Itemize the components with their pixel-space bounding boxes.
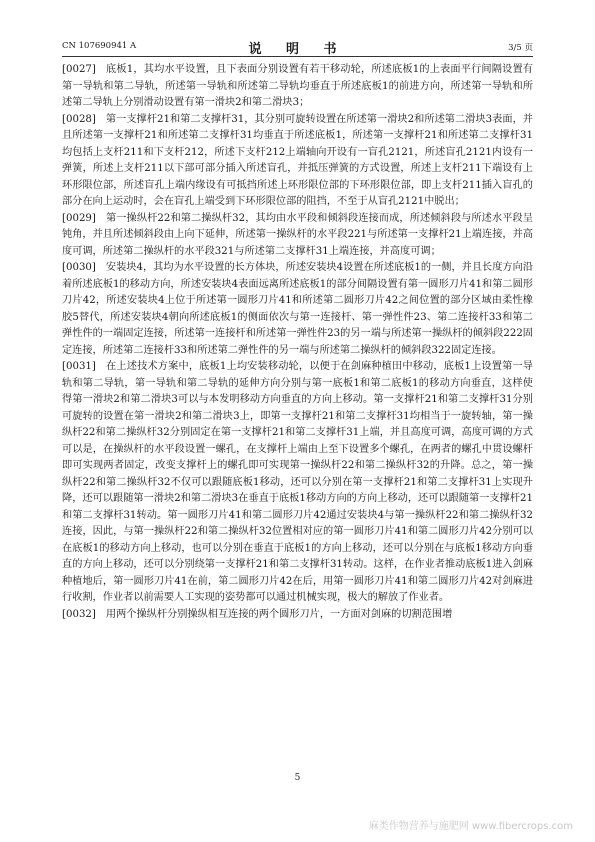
paragraph-0029	[62, 211, 533, 261]
paragraph-number: [0031]	[62, 361, 96, 372]
paragraph-text: 第一操纵杆22和第二操纵杆32，其均由水平段和倾斜段连接而成，所述倾斜段与所述水平段呈钝角，并且所述倾斜段由上向下延伸，所述第一操纵杆的水平段221与所述第一支撑杆21上端连接，并高度可调，所述第二操纵杆的水平段321与所述第二支撑杆31上端连接，并高度可调；	[62, 212, 533, 257]
paragraph-0028	[62, 112, 533, 211]
paragraph-text: 底板1，其均水平设置，且下表面分别设置有若干移动轮，所述底板1的上表面平行间隔设置有第一导轨和第二导轨，所述第一导轨和所述第二导轨均垂直于所述底板1的前进方向，所述第一导轨和所述第二导轨上分别滑动设置有第一滑块2和第二滑块3；	[62, 64, 533, 108]
paragraph-0027	[62, 62, 533, 112]
watermark: 麻类作物营养与施肥网 www.fibercrops.com	[368, 821, 573, 832]
paragraph-text: 在上述技术方案中，底板1上均安装移动轮，以便于在剑麻种植田中移动，底板1上设置第一导轨和第二导轨，第一导轨和第二导轨的延伸方向分别与第一底板1和第二底板1的移动方向垂直，这样使得第一滑块2和第二滑块3可以与本发明移动方向垂直的方向上移动。第一支撑杆21和第二支撑杆31分别可旋转的设置在第一滑块2和第二滑块3上，即第一支撑杆21和第二支撑杆31均相当于一旋转轴，第一操纵杆22和第二操纵杆32分别固定在第一支撑杆21和第二支撑杆31上端，并且高度可调，高度可调的方式可以是，在操纵杆的水平段设置一螺孔，在支撑杆上端由上至下设置多个螺孔，在两者的螺孔中贯设螺杆即可实现两者固定，改变支撑杆上的螺孔即可实现第一操纵杆22和第二操纵杆32的升降。总之，第一操纵杆22和第二操纵杆32不仅可以跟随底板1移动，还可以分别在第一支撑杆21和第二支撑杆31上实现升降，还可以跟随第一滑块2和第二滑块3在垂直于底板1移动方向的方向上移动，还可以跟随第一支撑杆21和第二支撑杆31转动。第一圆形刀片41和第二圆形刀片42通过安装块4与第一操纵杆22和第二操纵杆32连接，因此，与第一操纵杆22和第二操纵杆32位置相对应的第一圆形刀片41和第二圆形刀片42分别可以在底板1的移动方向上移动，也可以分别在垂直于底板1的方向上移动，还可以分别在与底板1移动方向垂直的方向上移动，还可以分别绕第一支撑杆21和第二支撑杆31转动。这样，在作业者推动底板1进入剑麻种植地后，第一圆形刀片41在前，第二圆形刀片42在后，用第一圆形刀片41和第二圆形刀片42对剑麻进行收割，作业者以前需要人工实现的姿势都可以通过机械实现，极大的解放了作业者。	[62, 361, 533, 603]
document-number: CN 107690941 A	[62, 41, 137, 51]
paragraph-number: [0027]	[62, 64, 96, 75]
page-number: 5	[294, 773, 301, 783]
paragraph-0031	[62, 359, 533, 607]
paragraph-0032	[62, 607, 533, 624]
paragraph-number: [0028]	[62, 113, 96, 125]
page-header	[62, 38, 533, 57]
paragraph-number: [0032]	[62, 608, 96, 620]
paragraph-0030	[62, 260, 533, 359]
page-indicator: 3/5 页	[508, 43, 533, 53]
paragraph-number: [0029]	[62, 212, 96, 224]
paragraph-number: [0030]	[62, 262, 96, 273]
paragraph-text: 安装块4，其均为水平设置的长方体块，所述安装块4设置在所述底板1的一侧，并且长度方向沿着所述底板1的移动方向，所述安装块4表面远离所述底板1的部分间隔设置有第一圆形刀片41和第二圆形刀片42，所述安装块4上位于所述第一圆形刀片41和所述第二圆形刀片42之间位置的部分区域由柔性橡胶5替代，所述安装块4朝向所述底板1的侧面依次与第一连接杆、第一弹性件23、第二连接杆33和第二弹性件的一端固定连接，所述第一连接杆和所述第一弹性件23的另一端与所述第一操纵杆的倾斜段222固定连接，所述第二连接杆33和所述第二弹性件的另一端与所述第二操纵杆的倾斜段322固定连接。	[62, 262, 533, 356]
document-title: 说 明 书	[248, 42, 347, 57]
document-body	[62, 62, 533, 623]
paragraph-text: 用两个操纵杆分别操纵相互连接的两个圆形刀片，一方面对剑麻的切割范围增	[105, 608, 453, 620]
paragraph-text: 第一支撑杆21和第二支撑杆31，其分别可旋转设置在所述第一滑块2和所述第二滑块3表面，并且所述第一支撑杆21和所述第二支撑杆31均垂直于所述底板1，所述第一支撑杆21和所述第二支撑杆31均包括上支杆211和下支杆212，所述下支杆212上端轴向开设有一盲孔2121，所述盲孔2121内设有一弹簧，所述上支杆211以下部可部分插入所述盲孔，并抵压弹簧的方式设置，所述上支杆211下端设有上环形限位部，所述盲孔上端内缘设有可抵挡所述上环形限位部的下环形限位部，即上支杆211插入盲孔的部分在向上运动时，会在盲孔上端受到下环形限位部的阻挡，不至于从盲孔2121中脱出；	[62, 113, 533, 207]
